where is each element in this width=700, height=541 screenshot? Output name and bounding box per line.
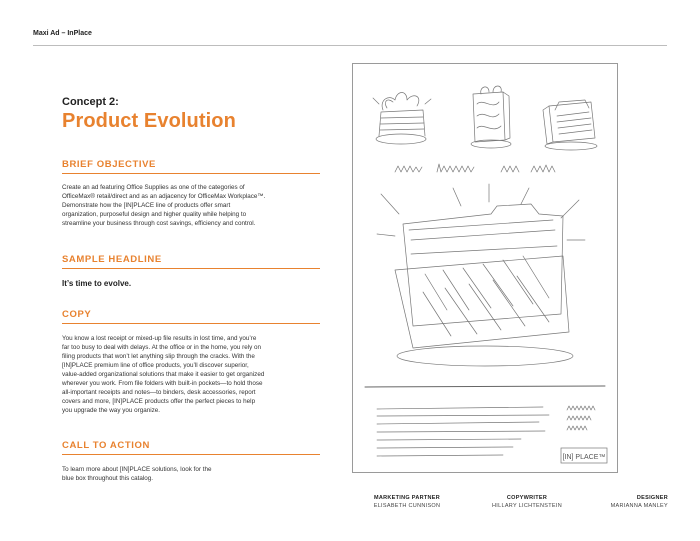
- sketch-divider: [365, 386, 605, 387]
- credit-role: DESIGNER: [636, 495, 668, 501]
- credits-row: [352, 495, 668, 515]
- copy-line: all-important receipts and notes—to binders, desk accessories, report: [62, 389, 256, 396]
- scribbled-headline: [395, 164, 555, 172]
- ad-sketch-frame: [352, 63, 618, 473]
- ad-sketch-drawing: [353, 64, 617, 472]
- call-to-action-text: [62, 465, 320, 483]
- scribbled-callout: [567, 406, 595, 430]
- brief-objective-line: OfficeMax® retail/direct and as an adjacency for OfficeMax Workplace™.: [62, 193, 266, 200]
- copy-heading: COPY: [62, 309, 320, 324]
- concept-title: Product Evolution: [62, 110, 236, 132]
- credit-name: ELISABETH CUNNISON: [373, 502, 441, 509]
- call-to-action-line: To learn more about [IN]PLACE solutions, look for the: [62, 466, 212, 473]
- sample-headline-text: It’s time to evolve.: [62, 279, 132, 288]
- file-box-sketch: [543, 100, 597, 150]
- copy-line: covers and more, [IN]PLACE products offer the perfect pieces to help: [62, 398, 256, 405]
- credit-marketing-partner: [352, 495, 462, 510]
- credit-role: MARKETING PARTNER: [373, 495, 441, 501]
- credit-role: COPYWRITER: [506, 495, 548, 501]
- brief-objective-heading: BRIEF OBJECTIVE: [62, 159, 320, 174]
- brief-objective-line: Demonstrate how the [IN]PLACE line of products offer smart: [62, 202, 231, 209]
- credit-name: MARIANNA MANLEY: [610, 502, 668, 509]
- call-to-action-heading: CALL TO ACTION: [62, 440, 320, 455]
- brief-objective-text: [62, 183, 320, 228]
- call-to-action-line: blue box throughout this catalog.: [62, 475, 154, 482]
- credit-designer: [584, 495, 668, 510]
- concept-copy-column: [62, 96, 320, 482]
- copy-line: value-added organizational solutions that make it easier to get organized: [62, 371, 265, 378]
- header-divider: [33, 45, 667, 46]
- copy-text: [62, 334, 320, 415]
- brief-objective-line: Create an ad featuring Office Supplies as one of the categories of: [62, 184, 245, 191]
- sketch-logo-text: [IN] PLACE™: [562, 454, 606, 461]
- copy-line: filing products that won’t let anything slip through the cracks. With the: [62, 353, 255, 360]
- copy-line: [IN]PLACE premium line of office products, you’ll discover superior,: [62, 362, 249, 369]
- sample-headline-heading: SAMPLE HEADLINE: [62, 254, 320, 269]
- copy-line: wherever you work. From file folders with built-in pockets—to hold those: [62, 380, 263, 387]
- credit-name: HILLARY LICHTENSTEIN: [492, 502, 562, 509]
- brief-objective-line: streamline your business through cost savings, efficiency and control.: [62, 220, 256, 227]
- copy-line: far too busy to deal with delays. At the office or in the home, you rely on: [62, 344, 262, 351]
- brief-objective-line: organization, purposeful design and higher quality while helping to: [62, 211, 247, 218]
- credit-copywriter: [472, 495, 582, 510]
- page-header: Maxi Ad – InPlace: [33, 30, 92, 37]
- concept-label: Concept 2:: [62, 96, 119, 108]
- copy-line: You know a lost receipt or mixed-up file results in lost time, and you’re: [62, 335, 257, 342]
- folder-sketch: [377, 184, 585, 366]
- decorated-box-sketch: [471, 86, 511, 148]
- scribbled-body-copy: [377, 407, 549, 456]
- paper-stack-sketch: [373, 93, 431, 145]
- copy-line: you upgrade the way you organize.: [62, 407, 161, 414]
